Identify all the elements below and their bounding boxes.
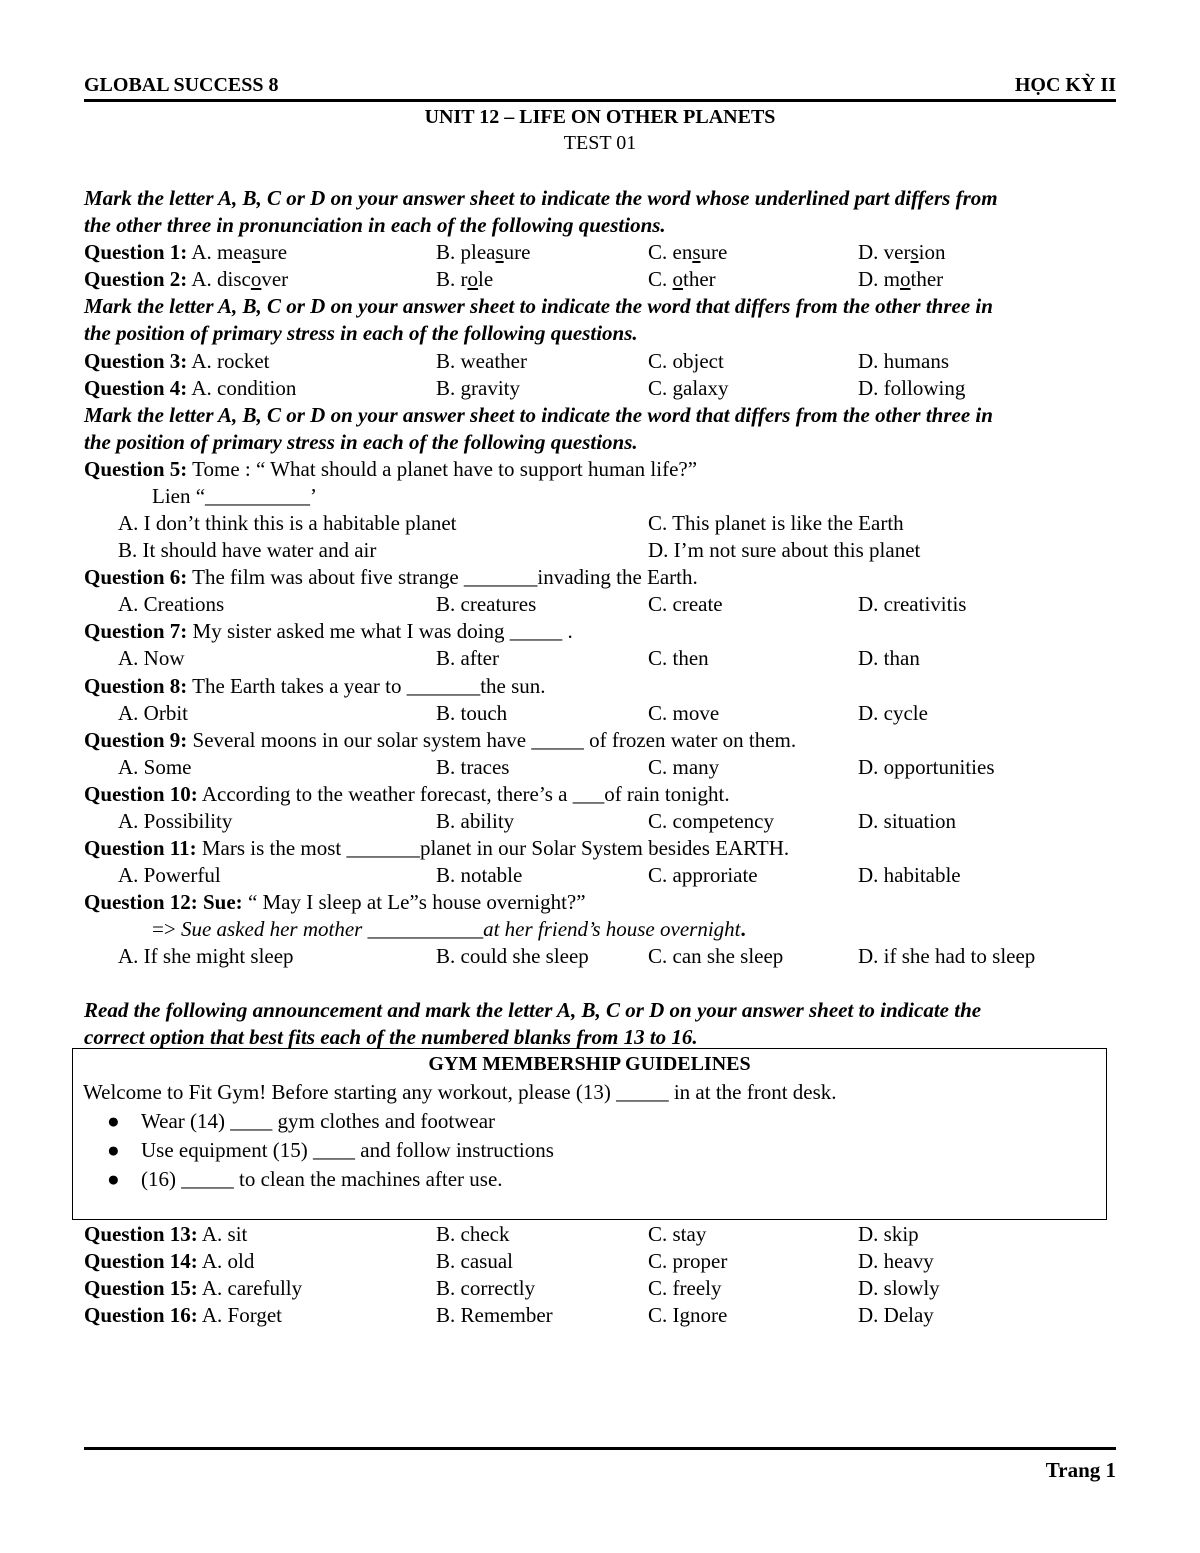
option-b: B. creatures <box>436 592 537 616</box>
announcement-bullet: ● (16) _____ to clean the machines after use. <box>107 1167 503 1191</box>
option-d: D. than <box>858 646 920 670</box>
option-b: B. role <box>436 267 494 291</box>
question-label: Question 11: <box>84 836 197 860</box>
option-b: B. It should have water and air <box>118 538 377 562</box>
option-b: B. correctly <box>436 1276 536 1300</box>
option-c: C. galaxy <box>648 376 729 400</box>
option-d: D. habitable <box>858 863 961 887</box>
bullet-icon: ● <box>107 1109 120 1133</box>
option-c: C. can she sleep <box>648 944 784 968</box>
option-a: A. Orbit <box>118 701 188 725</box>
instruction-pronunciation-line2: the other three in pronunciation in each of the following questions. <box>84 213 666 237</box>
question-11-stem: Question 11: Mars is the most _______planet in our Solar System besides EARTH. <box>84 836 790 860</box>
announcement-bullet: ● Wear (14) ____ gym clothes and footwear <box>107 1109 496 1133</box>
option-a: A. Now <box>118 646 185 670</box>
question-label: Question 5: <box>84 457 188 481</box>
option-a: A. carefully <box>201 1276 303 1300</box>
announcement-box <box>72 1048 1107 1220</box>
option-c: C. approriate <box>648 863 758 887</box>
question-label: Question 14: <box>84 1249 198 1273</box>
option-b: B. could she sleep <box>436 944 589 968</box>
option-c: C. proper <box>648 1249 728 1273</box>
option-a: A. sit <box>201 1222 248 1246</box>
option-c: C. ensure <box>648 240 728 264</box>
question-label: Question 1: <box>84 240 188 264</box>
option-d: D. following <box>858 376 966 400</box>
question-8-stem: Question 8: The Earth takes a year to _______the sun. <box>84 674 546 698</box>
instruction-stress-line1: Mark the letter A, B, C or D on your answer sheet to indicate the word that differs from the other three in <box>84 294 993 318</box>
option-a: A. Forget <box>201 1303 282 1327</box>
option-c: C. Ignore <box>648 1303 728 1327</box>
option-b: B. check <box>436 1222 510 1246</box>
question-label: Question 9: <box>84 728 188 752</box>
question-label: Question 6: <box>84 565 188 589</box>
question-12-stem: Question 12: Sue: “ May I sleep at Le”s house overnight?” <box>84 890 586 914</box>
option-a: A. condition <box>191 376 297 400</box>
option-d: D. version <box>858 240 946 264</box>
option-a: A. rocket <box>191 349 270 373</box>
instruction-reading-line2: correct option that best fits each of the numbered blanks from 13 to 16. <box>84 1025 698 1049</box>
question-5-stem2: Lien “__________’ <box>152 484 318 508</box>
option-d: D. slowly <box>858 1276 940 1300</box>
unit-title: UNIT 12 – LIFE ON OTHER PLANETS <box>424 106 776 128</box>
option-c: C. other <box>648 267 716 291</box>
instruction-stress2-line1: Mark the letter A, B, C or D on your answer sheet to indicate the word that differs from the other three in <box>84 403 993 427</box>
bullet-icon: ● <box>107 1138 120 1162</box>
option-a: A. Creations <box>118 592 225 616</box>
option-a: A. If she might sleep <box>118 944 294 968</box>
bullet-icon: ● <box>107 1167 120 1191</box>
instruction-stress2-line2: the position of primary stress in each of the following questions. <box>84 430 638 454</box>
option-c: C. object <box>648 349 724 373</box>
option-d: D. humans <box>858 349 949 373</box>
option-b: B. pleasure <box>436 240 531 264</box>
question-5-stem: Question 5: Tome : “ What should a planet have to support human life?” <box>84 457 698 481</box>
option-c: C. create <box>648 592 723 616</box>
option-b: B. gravity <box>436 376 520 400</box>
option-d: D. heavy <box>858 1249 934 1273</box>
option-b: B. after <box>436 646 499 670</box>
instruction-pronunciation-line1: Mark the letter A, B, C or D on your answer sheet to indicate the word whose underlined part differs from <box>84 186 998 210</box>
question-label: Question 10: <box>84 782 198 806</box>
question-label: Question 16: <box>84 1303 198 1327</box>
option-c: C. then <box>648 646 709 670</box>
option-a: A. Possibility <box>118 809 233 833</box>
question-label: Question 3: <box>84 349 188 373</box>
option-c: C. many <box>648 755 720 779</box>
option-b: B. Remember <box>436 1303 553 1327</box>
option-d: D. mother <box>858 267 944 291</box>
option-d: D. situation <box>858 809 956 833</box>
option-c: C. This planet is like the Earth <box>648 511 904 535</box>
question-label: Question 2: <box>84 267 188 291</box>
option-b: B. traces <box>436 755 510 779</box>
option-c: C. competency <box>648 809 774 833</box>
option-d: D. I’m not sure about this planet <box>648 538 921 562</box>
option-d: D. skip <box>858 1222 919 1246</box>
test-subtitle: TEST 01 <box>563 132 637 154</box>
option-b: B. ability <box>436 809 515 833</box>
option-d: D. cycle <box>858 701 928 725</box>
announcement-intro: Welcome to Fit Gym! Before starting any workout, please (13) _____ in at the front desk. <box>83 1080 837 1104</box>
announcement-bullet: ● Use equipment (15) ____ and follow instructions <box>107 1138 554 1162</box>
question-label: Question 12: Sue: <box>84 890 243 914</box>
announcement-title: GYM MEMBERSHIP GUIDELINES <box>428 1053 751 1075</box>
option-a: A. old <box>201 1249 255 1273</box>
option-a: A. I don’t think this is a habitable planet <box>118 511 457 535</box>
option-d: D. creativitis <box>858 592 967 616</box>
option-b: B. casual <box>436 1249 513 1273</box>
page-number: Trang 1 <box>1045 1458 1116 1482</box>
option-c: C. move <box>648 701 720 725</box>
question-9-stem: Question 9: Several moons in our solar system have _____ of frozen water on them. <box>84 728 797 752</box>
question-label: Question 13: <box>84 1222 198 1246</box>
question-label: Question 7: <box>84 619 188 643</box>
header-rule <box>84 99 1116 102</box>
option-d: D. if she had to sleep <box>858 944 1036 968</box>
question-7-stem: Question 7: My sister asked me what I was doing _____ . <box>84 619 573 643</box>
question-6-stem: Question 6: The film was about five strange _______invading the Earth. <box>84 565 698 589</box>
option-c: C. stay <box>648 1222 707 1246</box>
option-a: A. Powerful <box>118 863 221 887</box>
question-label: Question 15: <box>84 1276 198 1300</box>
option-b: B. weather <box>436 349 527 373</box>
option-d: D. Delay <box>858 1303 934 1327</box>
header-book-title: GLOBAL SUCCESS 8 <box>84 74 279 96</box>
option-d: D. opportunities <box>858 755 995 779</box>
question-10-stem: Question 10: According to the weather forecast, there’s a ___of rain tonight. <box>84 782 730 806</box>
question-label: Question 4: <box>84 376 188 400</box>
option-b: B. touch <box>436 701 508 725</box>
option-b: B. notable <box>436 863 523 887</box>
option-c: C. freely <box>648 1276 722 1300</box>
footer-rule <box>84 1447 1116 1450</box>
question-label: Question 8: <box>84 674 188 698</box>
option-a: A. Some <box>118 755 192 779</box>
question-12-stem2: => Sue asked her mother ___________at her friend’s house overnight. <box>152 917 746 941</box>
instruction-stress-line2: the position of primary stress in each of the following questions. <box>84 321 638 345</box>
header-semester: HỌC KỲ II <box>1014 74 1116 96</box>
instruction-reading-line1: Read the following announcement and mark the letter A, B, C or D on your answer sheet to indicate the <box>84 998 982 1022</box>
